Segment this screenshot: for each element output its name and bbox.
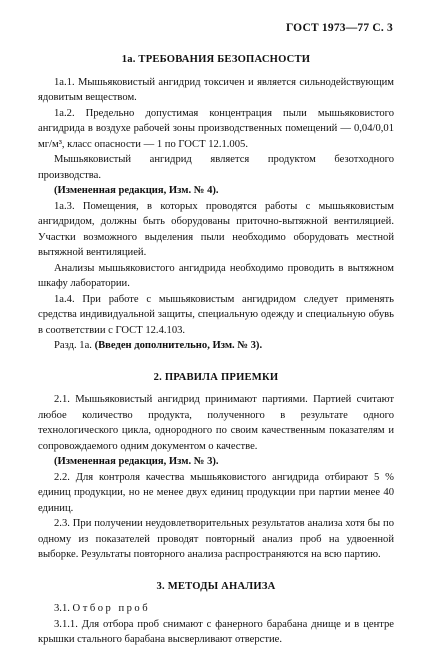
page-content: [38, 52, 394, 648]
paragraph-2-2: 2.2. Для контроля качества мышьяковистого ангидрида отбирают 5 % единиц продукции, но не менее двух единиц продукции при партии менее 40 единиц.: [38, 471, 394, 514]
section-ref: Разд. 1а.: [54, 340, 95, 351]
section-amendment-line: [38, 338, 394, 354]
section-title-acceptance: 2. ПРАВИЛА ПРИЕМКИ: [153, 371, 279, 383]
amendment-note: (Измененная редакция, Изм. № 4).: [54, 185, 219, 196]
paragraph-1a2-cont: Мышьяковистый ангидрид является продуктом безотходного производства.: [38, 154, 394, 181]
paragraph-3-1: [38, 601, 394, 617]
clause-number: 3.1.: [54, 603, 73, 614]
paragraph-1a2: 1а.2. Предельно допустимая концентрация пыли мышьяковистого ангидрида в воздухе рабочей зоны производственных помещений — 0,04/0,01 мг/м³, класс опасности — 1 по ГОСТ 12.1.005.: [38, 107, 394, 150]
amendment-note: (Введен дополнительно, Изм. № 3).: [94, 340, 263, 351]
paragraph-1a3-cont: Анализы мышьяковистого ангидрида необходимо проводить в вытяжном шкафу лаборатории.: [38, 262, 394, 289]
paragraph-1a1: 1а.1. Мышьяковистый ангидрид токсичен и является сильнодействующим ядовитым веществом.: [38, 76, 394, 103]
paragraph-3-1-1: 3.1.1. Для отбора проб снимают с фанерного барабана днище и в центре крышки стального барабана высверливают отверстие.: [38, 618, 394, 645]
paragraph-1a4: 1а.4. При работе с мышьяковистым ангидридом следует применять средства индивидуальной защиты, специальную одежду и специальную обувь в соответствии с ГОСТ 12.4.103.: [38, 293, 394, 336]
running-head: ГОСТ 1973—77 С. 3: [285, 22, 393, 34]
amendment-note: (Измененная редакция, Изм. № 3).: [54, 456, 219, 467]
paragraph-2-3: 2.3. При получении неудовлетворительных результатов анализа хотя бы по одному из показателей проводят повторный анализ проб на удвоенной выборке. Результаты повторного анализа распространяются на всю партию.: [38, 518, 394, 560]
paragraph-1a3: 1а.3. Помещения, в которых проводятся работы с мышьяковистым ангидридом, должны быть оборудованы приточно-вытяжной вентиляцией. Участки возможного выделения пыли необходимо оборудовать местной вытяжной вентиляцией.: [38, 200, 394, 258]
section-title-methods: 3. МЕТОДЫ АНАЛИЗА: [156, 580, 276, 592]
paragraph-2-1: 2.1. Мышьяковистый ангидрид принимают партиями. Партией считают любое количество продукта, полученного в результате одного технологического цикла, однородного по своим качественным показателям и сопровождаемого одним документом о качестве.: [38, 394, 394, 452]
clause-heading: Отбор проб: [72, 603, 151, 614]
section-title-safety: 1а. ТРЕБОВАНИЯ БЕЗОПАСНОСТИ: [121, 54, 311, 65]
